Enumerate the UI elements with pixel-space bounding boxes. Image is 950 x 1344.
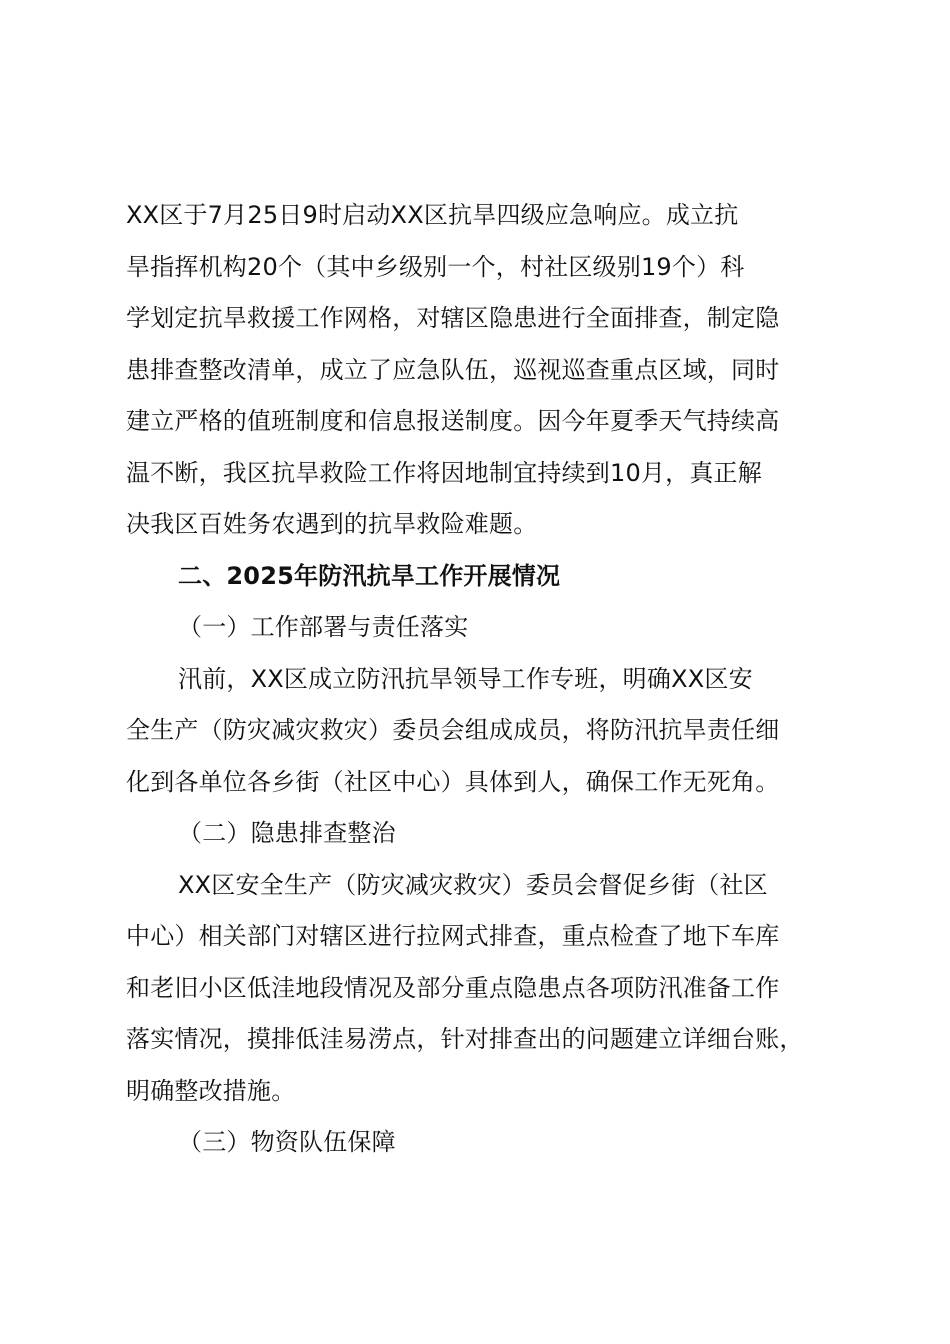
paragraph-line: 患排查整改清单，成立了应急队伍，巡视巡查重点区域，同时 xyxy=(126,355,780,384)
paragraph-line: 学划定抗旱救援工作网格，对辖区隐患进行全面排查，制定隐 xyxy=(126,304,780,332)
paragraph-3 xyxy=(126,860,846,1118)
paragraph-line: 落实情况，摸排低洼易涝点，针对排查出的问题建立详细台账， xyxy=(126,1025,804,1053)
paragraph-line: 建立严格的值班制度和信息报送制度。因今年夏季天气持续高 xyxy=(126,407,780,435)
paragraph-line: XX区安全生产（防灾减灾救灾）委员会督促乡街（社区 xyxy=(178,870,768,899)
paragraph-line: 化到各单位各乡街（社区中心）具体到人，确保工作无死角。 xyxy=(126,767,780,796)
paragraph-line: 旱指挥机构20个（其中乡级别一个，村社区级别19个）科 xyxy=(126,252,745,281)
subsection-heading-3: （三）物资队伍保障 xyxy=(178,1128,396,1156)
document-body xyxy=(126,190,846,1169)
paragraph-line: 决我区百姓务农遇到的抗旱救险难题。 xyxy=(126,510,538,538)
paragraph-line: XX区于7月25日9时启动XX区抗旱四级应急响应。成立抗 xyxy=(126,201,739,229)
paragraph-line: 中心）相关部门对辖区进行拉网式排查，重点检查了地下车库 xyxy=(126,922,780,950)
paragraph-line: 温不断，我区抗旱救险工作将因地制宜持续到10月，真正解 xyxy=(126,458,762,487)
paragraph-1 xyxy=(126,190,846,551)
paragraph-2 xyxy=(126,654,846,809)
paragraph-line: 全生产（防灾减灾救灾）委员会组成成员，将防汛抗旱责任细 xyxy=(126,716,780,744)
section-heading-2: 二、2025年防汛抗旱工作开展情况 xyxy=(178,561,561,590)
paragraph-line: 和老旧小区低洼地段情况及部分重点隐患点各项防汛准备工作 xyxy=(126,973,780,1002)
subsection-heading-2: （二）隐患排查整治 xyxy=(178,819,396,847)
paragraph-line: 汛前，XX区成立防汛抗旱领导工作专班，明确XX区安 xyxy=(178,664,753,693)
subsection-heading-1: （一）工作部署与责任落实 xyxy=(178,613,469,641)
paragraph-line: 明确整改措施。 xyxy=(126,1076,296,1105)
